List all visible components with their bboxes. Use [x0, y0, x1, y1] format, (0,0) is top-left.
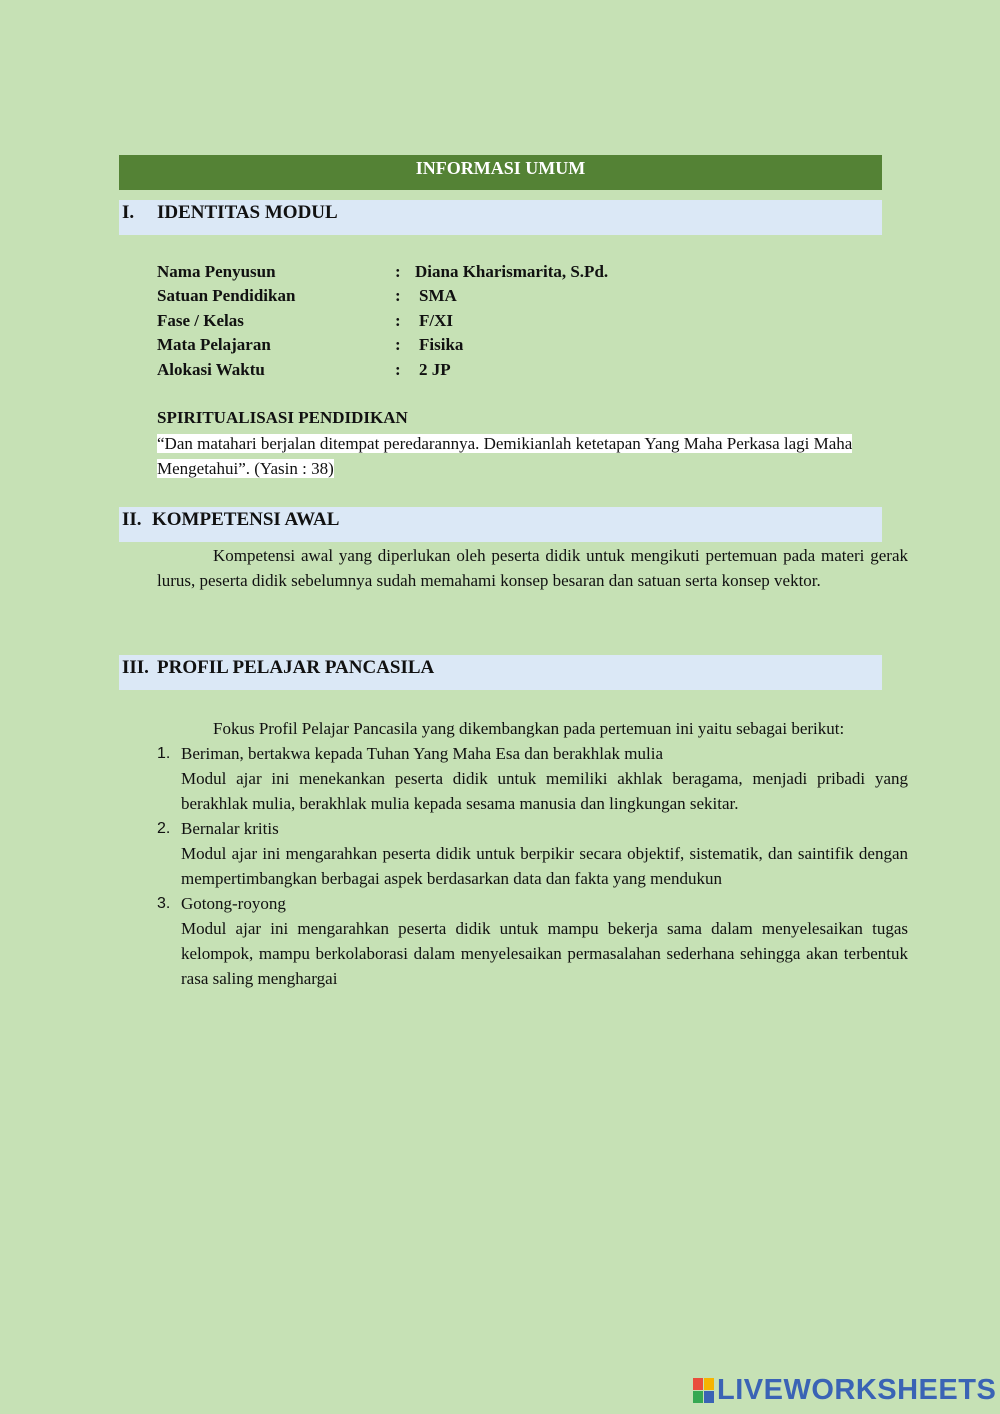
spiritual-heading: SPIRITUALISASI PENDIDIKAN: [157, 408, 408, 427]
identity-label: Fase / Kelas: [157, 311, 244, 330]
item-title: Bernalar kritis: [181, 819, 279, 838]
liveworksheets-logo: [693, 1374, 996, 1406]
section-number: I.: [122, 202, 135, 223]
profil-intro: Fokus Profil Pelajar Pancasila yang dikembangkan pada pertemuan ini yaitu sebagai berikut:: [213, 719, 845, 738]
item-number: 3.: [157, 895, 171, 912]
profil-item-2: [157, 816, 908, 891]
brand-name: LIVEWORKSHEETS: [717, 1373, 997, 1406]
quote-line-2: Mengetahui”. (Yasin : 38): [157, 459, 334, 478]
general-info-banner: INFORMASI UMUM: [119, 155, 882, 190]
item-description: Modul ajar ini mengarahkan peserta didik untuk berpikir secara objektif, sistematik, dan saintifik dengan mempertimbangkan berbagai aspek berdasarkan data dan fakta yang mendukun: [181, 844, 908, 888]
identity-row-alokasi-waktu: [157, 360, 657, 384]
identity-row-mata-pelajaran: [157, 335, 657, 359]
quote-line-1: “Dan matahari berjalan ditempat peredarannya. Demikianlah ketetapan Yang Maha Perkasa lagi Maha: [157, 434, 853, 453]
liveworksheets-icon: [693, 1377, 715, 1403]
identity-label: Satuan Pendidikan: [157, 286, 296, 305]
profil-item-1: [157, 741, 908, 816]
identity-colon: :: [395, 360, 401, 379]
identity-value: Fisika: [419, 335, 464, 354]
section-title: PROFIL PELAJAR PANCASILA: [157, 657, 435, 678]
section-identitas-modul: [119, 200, 882, 235]
item-description: Modul ajar ini mengarahkan peserta didik untuk mampu bekerja sama dalam menyelesaikan tugas kelompok, mampu berkolaborasi dalam menyelesaikan permasalahan sederhana sehingga akan terbentuk rasa saling menghargai: [181, 919, 908, 988]
kompetensi-text: Kompetensi awal yang diperlukan oleh peserta didik untuk mengikuti pertemuan pada materi gerak lurus, peserta didik sebelumnya sudah memahami konsep besaran dan satuan serta konsep vektor.: [157, 546, 908, 590]
item-number: 1.: [157, 745, 171, 762]
item-description: Modul ajar ini menekankan peserta didik untuk memiliki akhlak beragama, menjadi pribadi yang berakhlak mulia, berakhlak mulia kepada sesama manusia dan lingkungan sekitar.: [181, 769, 908, 813]
section-kompetensi-awal: [119, 507, 882, 542]
section-number: III.: [122, 657, 149, 678]
identity-row-fase-kelas: [157, 311, 657, 335]
identity-row-satuan-pendidikan: [157, 286, 657, 310]
section-title: KOMPETENSI AWAL: [152, 509, 340, 530]
identity-colon: :: [395, 311, 401, 330]
item-title: Beriman, bertakwa kepada Tuhan Yang Maha Esa dan berakhlak mulia: [181, 744, 664, 763]
section-profil-pelajar: [119, 655, 882, 690]
identity-value: SMA: [419, 286, 457, 305]
identity-colon: :: [395, 335, 401, 354]
identity-value: Diana Kharismarita, S.Pd.: [415, 262, 609, 281]
item-title: Gotong-royong: [181, 894, 286, 913]
identity-label: Mata Pelajaran: [157, 335, 271, 354]
section-title: IDENTITAS MODUL: [157, 202, 338, 223]
identity-label: Alokasi Waktu: [157, 360, 265, 379]
section-number: II.: [122, 509, 142, 530]
identity-value: 2 JP: [419, 360, 451, 379]
identity-colon: :: [395, 286, 401, 305]
item-number: 2.: [157, 820, 171, 837]
identity-value: F/XI: [419, 311, 453, 330]
identity-colon: :: [395, 262, 401, 281]
identity-row-nama-penyusun: [157, 262, 657, 286]
spiritual-quote: [157, 431, 908, 481]
profil-item-3: [157, 891, 908, 991]
identity-label: Nama Penyusun: [157, 262, 276, 281]
